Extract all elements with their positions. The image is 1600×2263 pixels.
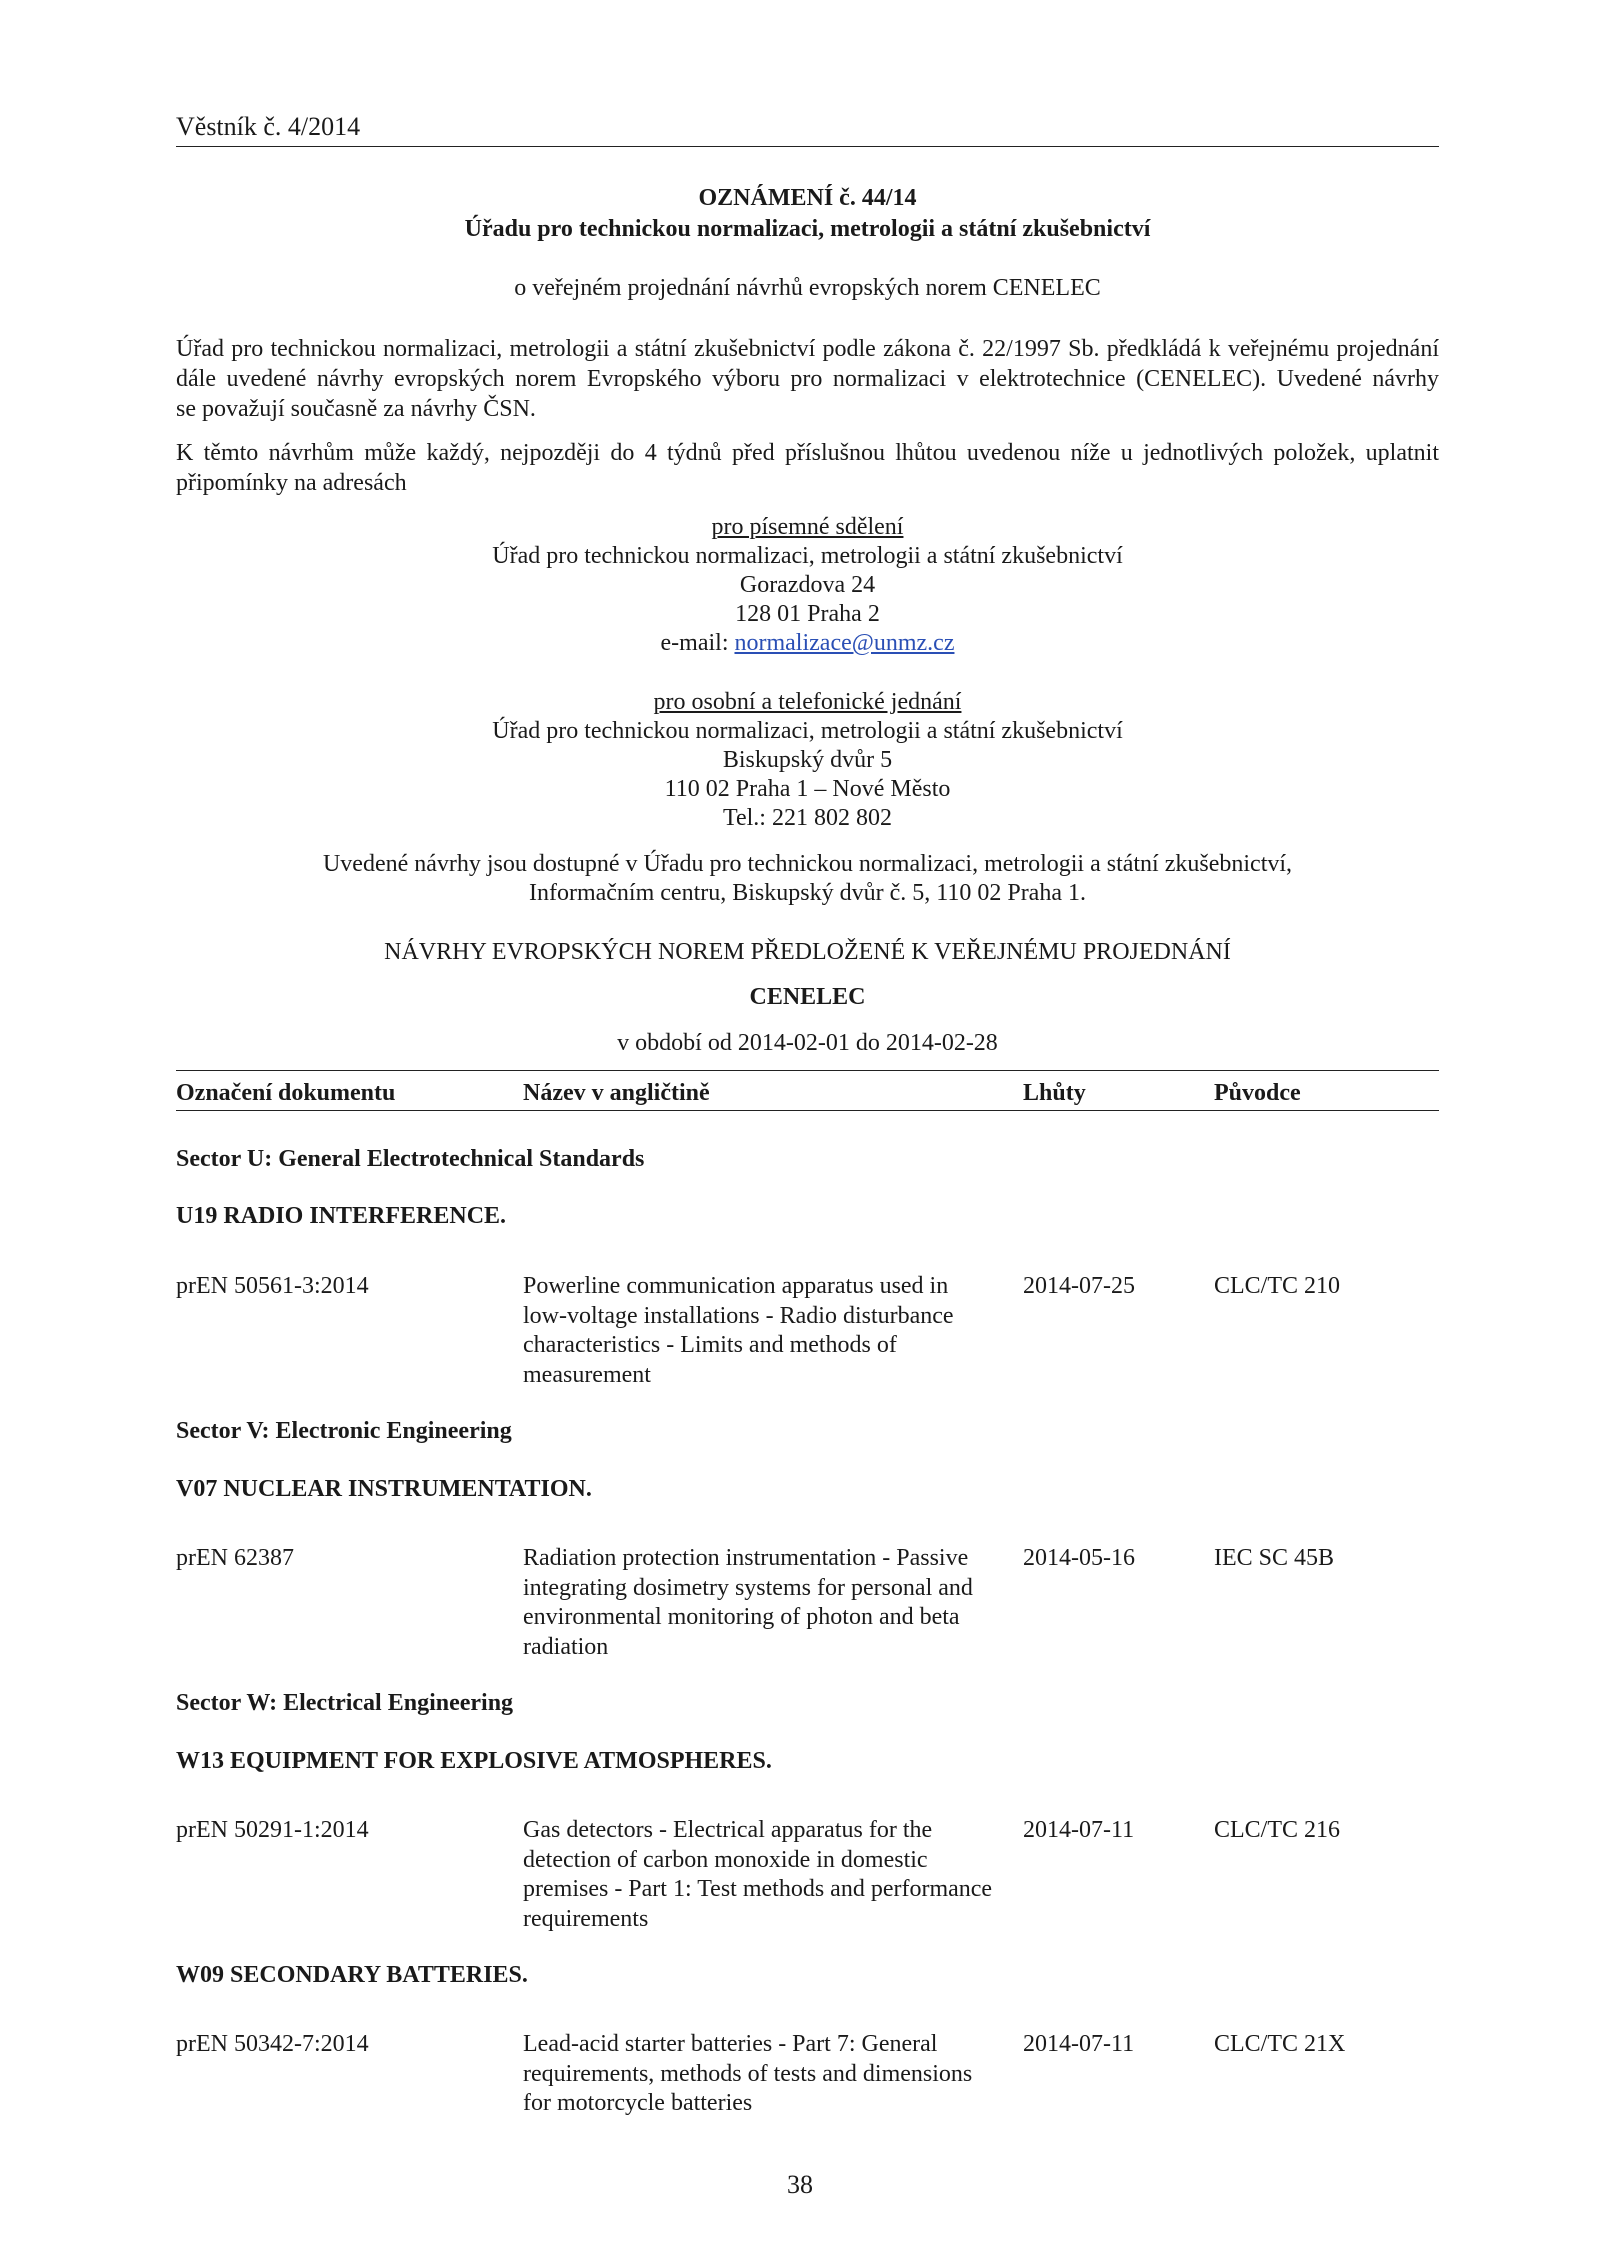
document-designation: prEN 50561-3:2014	[176, 1273, 369, 1299]
page-number: 38	[787, 2170, 813, 2199]
document-designation: prEN 50291-1:2014	[176, 1817, 369, 1843]
document-deadline: 2014-05-16	[1023, 1545, 1135, 1571]
group-heading: V07 NUCLEAR INSTRUMENTATION.	[176, 1476, 592, 1502]
column-header-title: Název v angličtině	[523, 1080, 710, 1106]
document-deadline: 2014-07-11	[1023, 2031, 1135, 2057]
group-heading: W13 EQUIPMENT FOR EXPLOSIVE ATMOSPHERES.	[176, 1748, 772, 1774]
availability-line: Informačním centru, Biskupský dvůr č. 5, 110 02 Praha 1.	[528, 880, 1086, 906]
intro-line: dále uvedené návrhy evropských norem Evropského výboru pro normalizaci v elektrotechnice (CENELEC). Uvedené návrhy	[176, 366, 1439, 392]
document-designation: prEN 62387	[176, 1545, 294, 1571]
drafts-period: v období od 2014-02-01 do 2014-02-28	[617, 1030, 998, 1056]
notice-issuer: Úřadu pro technickou normalizaci, metrologii a státní zkušebnictví	[464, 216, 1151, 242]
written-contact-heading: pro písemné sdělení	[711, 514, 904, 540]
availability-line: Uvedené návrhy jsou dostupné v Úřadu pro technickou normalizaci, metrologii a státní zkušebnictví,	[322, 851, 1293, 877]
intro-line: se považují současně za návrhy ČSN.	[176, 396, 536, 422]
table-top-rule	[176, 1070, 1439, 1071]
document-originator: CLC/TC 210	[1214, 1273, 1341, 1299]
journal-header: Věstník č. 4/2014	[176, 112, 361, 141]
column-header-deadline: Lhůty	[1023, 1080, 1086, 1106]
comments-line: připomínky na adresách	[176, 470, 407, 496]
intro-paragraph	[176, 334, 1439, 424]
document-deadline: 2014-07-11	[1023, 1817, 1135, 1843]
table-header-rule	[176, 1110, 1439, 1111]
notice-title: OZNÁMENÍ č. 44/14	[698, 185, 917, 211]
document-deadline: 2014-07-25	[1023, 1273, 1135, 1299]
written-contact-city: 128 01 Praha 2	[735, 601, 880, 627]
personal-contact-heading: pro osobní a telefonické jednání	[653, 689, 962, 715]
document-title: Gas detectors - Electrical apparatus for the detection of carbon monoxide in domestic premises - Part 1: Test methods and performance requirements	[523, 1817, 993, 1932]
drafts-heading: NÁVRHY EVROPSKÝCH NOREM PŘEDLOŽENÉ K VEŘEJNÉMU PROJEDNÁNÍ	[384, 939, 1231, 965]
email-link[interactable]: normalizace@unmz.cz	[734, 630, 955, 656]
column-header-designation: Označení dokumentu	[176, 1080, 396, 1106]
intro-line: Úřad pro technickou normalizaci, metrologii a státní zkušebnictví podle zákona č. 22/1997 Sb. předkládá k veřejnému projednání	[176, 336, 1439, 362]
sector-heading: Sector U: General Electrotechnical Standards	[176, 1146, 645, 1172]
document-title: Radiation protection instrumentation - Passive integrating dosimetry systems for personal and environmental monitoring of photon and beta radiation	[523, 1545, 973, 1660]
group-heading: U19 RADIO INTERFERENCE.	[176, 1203, 507, 1229]
notice-subject: o veřejném projednání návrhů evropských norem CENELEC	[514, 275, 1101, 301]
document-title: Powerline communication apparatus used in low-voltage installations - Radio disturbance characteristics - Limits and methods of measurement	[523, 1273, 954, 1388]
header-rule	[176, 146, 1439, 147]
written-contact-street: Gorazdova 24	[739, 572, 876, 598]
personal-contact-city: 110 02 Praha 1 – Nové Město	[664, 776, 951, 802]
group-heading: W09 SECONDARY BATTERIES.	[176, 1962, 528, 1988]
written-contact-email: e-mail: normalizace@unmz.cz	[660, 630, 955, 656]
sector-heading: Sector V: Electronic Engineering	[176, 1418, 512, 1444]
personal-contact-org: Úřad pro technickou normalizaci, metrologii a státní zkušebnictví	[492, 718, 1123, 744]
sector-heading: Sector W: Electrical Engineering	[176, 1690, 514, 1716]
drafts-body: CENELEC	[749, 984, 866, 1010]
column-header-originator: Původce	[1214, 1080, 1301, 1106]
personal-contact-phone: Tel.: 221 802 802	[723, 805, 892, 831]
document-originator: CLC/TC 21X	[1214, 2031, 1346, 2057]
personal-contact-street: Biskupský dvůr 5	[722, 747, 893, 773]
document-originator: IEC SC 45B	[1214, 1545, 1335, 1571]
document-title: Lead-acid starter batteries - Part 7: General requirements, methods of tests and dimensions for motorcycle batteries	[523, 2031, 973, 2116]
document-originator: CLC/TC 216	[1214, 1817, 1341, 1843]
written-contact-org: Úřad pro technickou normalizaci, metrologii a státní zkušebnictví	[492, 543, 1123, 569]
document-designation: prEN 50342-7:2014	[176, 2031, 369, 2057]
comments-paragraph	[176, 438, 1439, 498]
comments-line: K těmto návrhům může každý, nejpozději do 4 týdnů před příslušnou lhůtou uvedenou níže u jednotlivých položek, uplatnit	[176, 440, 1439, 466]
